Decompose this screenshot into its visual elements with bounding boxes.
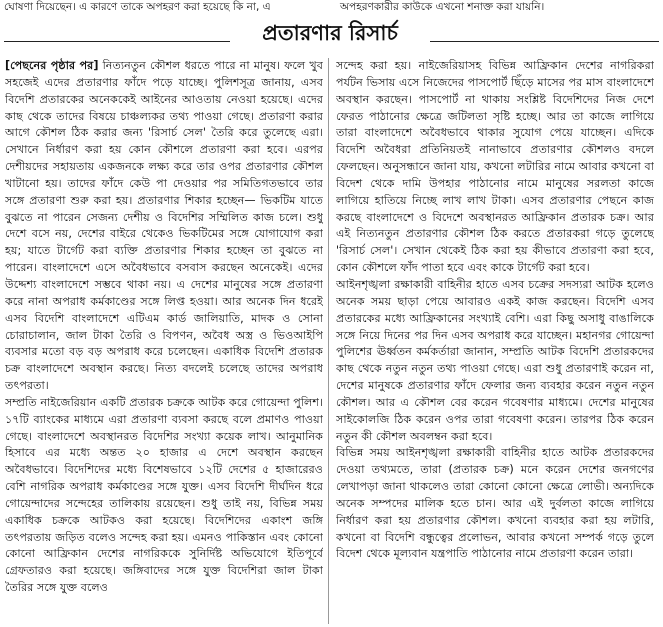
right-paragraph-2: আইনশৃঙ্খলা রক্ষাকারী বাহিনীর হাতে এসব চক্রের সদস্যরা আটক হলেও অনেক সময় ছাড়া পেয়ে আবারও একই কাজ করছেন। বিদেশি এসব প্রতারকের মধ্যে আফ্রিকানের সংখ্যাই বেশি। এরা কিছু অসাধু বাঙালিকে সঙ্গে নিয়ে দিনের পর দিন এসব অপরাধ করে যাচ্ছেন। মহানগর গোয়েন্দা পুলিশের ঊর্ধ্বতন কর্মকর্তারা জানান, সম্প্রতি আটক বিদেশি প্রতারকদের কাছ থেকে নতুন নতুন তথ্য পাওয়া গেছে। এরা শুধু প্রতারণাই করেন না, দেশের মানুষকে প্রতারণার ফাঁদে ফেলার জন্য ব্যবহার করেন নতুন নতুন কৌশল। আর এ কৌশল বের করেন গবেষণার মাধ্যমে। দেশের মানুষের সাইকোলজি ঠিক করেন ওপর তারা গবেষণা করেন। তারপর ঠিক করেন নতুন কী কৌশল অবলম্বন করা হবে। — [336, 277, 654, 443]
right-column — [336, 58, 654, 624]
left-column — [5, 58, 323, 624]
left-paragraph-1 — [5, 58, 323, 395]
top-right-text: অপহরণকারীর কাউকে এখনো শনাক্ত করা যায়নি। — [340, 1, 545, 13]
continuation-label: [পেছনের পৃষ্ঠার পর] — [5, 59, 99, 72]
previous-article-tail — [0, 0, 663, 14]
top-left-text: ঘোষণা দিয়েছেন। এ কারণে তাকে অপহরণ করা হয়েছে কি না, এ — [4, 1, 271, 13]
column-divider — [328, 58, 329, 624]
right-paragraph-1: সন্দেহ করা হয়। নাইজেরিয়াসহ বিভিন্ন আফ্রিকান দেশের নাগরিকরা পর্যটন ভিসায় এসে নিজেদের পাসপোর্ট ছিঁড়ে মাসের পর মাস বাংলাদেশে অবস্থান করছেন। পাসপোর্ট না থাকায় সংশ্লিষ্ট বিদেশিদের নিজ দেশে ফেরত পাঠানোর ক্ষেত্রে জটিলতা সৃষ্টি হচ্ছে। আর তা কাজে লাগিয়ে তারা বাংলাদেশে অবৈধভাবে থাকার সুযোগ পেয়ে যাচ্ছেন। এদিকে বিদেশি অবৈধরা প্রতিনিয়তই নানাভাবে প্রতারণার কৌশলও বদলে ফেলছেন। অনুসন্ধানে জানা যায়, কখনো লটারির নামে আবার কখনো বা বিদেশ থেকে দামি উপহার পাঠানোর নামে মানুষের সরলতা কাজে লাগিয়ে হাতিয়ে নিচ্ছে লাখ লাখ টাকা। এসব প্রতারণার পেছনে কাজ করছে বাংলাদেশে ও বিদেশে অবস্থানরত আফ্রিকান প্রতারক চক্র। আর এই নিত্যনতুন প্রতারণার কৌশল ঠিক করতে প্রতারকরা গড়ে তুলেছে 'রিসার্চ সেল'। সেখান থেকেই ঠিক করা হয় কীভাবে প্রতারণা করা হবে, কোন কৌশলে ফাঁদ পাতা হবে এবং কাকে টার্গেট করা হবে। — [336, 59, 654, 275]
article-headline: প্রতারণার রিসার্চ — [230, 18, 430, 48]
headline-banner — [0, 14, 663, 54]
left-paragraph-2: সম্প্রতি নাইজেরিয়ান একটি প্রতারক চক্রকে আটক করে গোয়েন্দা পুলিশ। ১৭টি ব্যাংকের মাধ্যমে এরা প্রতারণা ব্যবসা করছে বলে প্রমাণও পাওয়া গেছে। বাংলাদেশে অবস্থানরত বিদেশির সংখ্যা কয়েক লাখ। আনুমানিক হিসাবে এর মধ্যে অন্তত ২০ হাজার এ দেশে অবস্থান করছেন অবৈধভাবে। বিদেশিদের মধ্যে বিশেষভাবে ১২টি দেশের ৫ হাজারেরও বেশি নাগরিক অপরাধ কর্মকাণ্ডের সঙ্গে যুক্ত। এসব বিদেশি দীর্ঘদিন ধরে গোয়েন্দাদের সন্দেহের তালিকায় রয়েছেন। শুধু তাই নয়, বিভিন্ন সময় একাধিক চক্রকে আটকও করা হয়েছে। বিদেশিদের একাংশ জঙ্গি তৎপরতায় জড়িত বলেও সন্দেহ করা হয়। এমনও পাকিস্তান এবং কোনো কোনো আফ্রিকান দেশের নাগরিককে সুনির্দিষ্ট অভিযোগে ইতিপূর্বে গ্রেফতারও করা হয়েছে। জঙ্গিবাদের সঙ্গে যুক্ত বিদেশিরা জাল টাকা তৈরির সঙ্গে যুক্ত বলেও — [5, 395, 323, 595]
left-paragraph-1-text: নিত্যনতুন কৌশল ধরতে পারে না মানুষ। ফলে খুব সহজেই এদের প্রতারণার ফাঁদে পড়ে যাচ্ছে। পুলিশসূত্র জানায়, এসব বিদেশি প্রতারকের অনেককেই আইনের আওতায় নেওয়া হয়েছে। এদের কাছ থেকে তাদের বিষয়ে চাঞ্চল্যকর তথ্য পাওয়া গেছে। প্রতারণা করার আগে কৌশল ঠিক করার জন্য 'রিসার্চ সেল' তৈরি করে তুলেছে এরা। সেখানে নির্ধারণ করা হয় কোন কৌশলে প্রতারণা করা হবে। এরপর দেশীয়দের সহায়তায় একজনকে লক্ষ্য করে তার ওপর প্রতারণার কৌশল খাটানো হয়। তাদের ফাঁদে কেউ পা দেওয়ার পর সমিতিগতভাবে তার সঙ্গে প্রতারণা শুরু করা হয়। প্রতারণার শিকার হচ্ছেন— ভিকটিম যাতে বুঝতে না পারেন সেজন্য দেশীয় ও বিদেশির সম্মিলিত কাজ চলে। শুধু দেশে বসে নয়, দেশের বাইরে থেকেও ভিকটিমের সঙ্গে যোগাযোগ করা হয়; যাতে টার্গেট করা ব্যক্তি প্রতারণার শিকার হচ্ছেন তা বুঝতে না পারেন। বাংলাদেশে এসে অবৈধভাবে বসবাস করছেন অনেকেই। এদের উদ্দেশ্য বাংলাদেশে সম্ভবে থাকা নয়। এ দেশের মানুষের সঙ্গে প্রতারণা করে নানা অপরাধ কর্মকাণ্ডের সঙ্গে লিপ্ত হওয়া। আর অনেক দিন ধরেই এসব বিদেশি বাংলাদেশে এটিএম কার্ড জালিয়াতি, মাদক ও সোনা চোরাচালান, জাল টাকা তৈরি ও বিপণন, অবৈধ অস্ত্র ও ভিওআইপি ব্যবসার মতো বড় বড় অপরাধ করে চলেছেন। একাধিক বিদেশি প্রতারক চক্র বাংলাদেশে অবস্থান করছে। নিত্য বদলেই চলেছে তাদের অপরাধ তৎপরতা। — [5, 59, 323, 393]
right-paragraph-3: বিভিন্ন সময় আইনশৃঙ্খলা রক্ষাকারী বাহিনীর হাতে আটক প্রতারকদের দেওয়া তথ্যমতে, তারা (প্রতারক চক্র) মনে করেন দেশের জনগণের লেখাপড়া জানা থাকলেও তারা কোনো কোনো ক্ষেত্রে লোভী। অন্যদিকে অনেক সম্পদের মালিক হতে চান। আর এই দুর্বলতা কাজে লাগিয়ে নির্ধারণ করা হয় প্রতারণার কৌশল। কখনো ব্যবহার করা হয় লটারি, কখনো বা বিদেশি বন্ধুত্বের প্রলোভন, আবার কখনো সম্পর্ক গড়ে তুলে বিদেশ থেকে মূল্যবান যন্ত্রপাতি পাঠানোর নামে প্রতারণা করেন তারা। — [336, 446, 654, 561]
